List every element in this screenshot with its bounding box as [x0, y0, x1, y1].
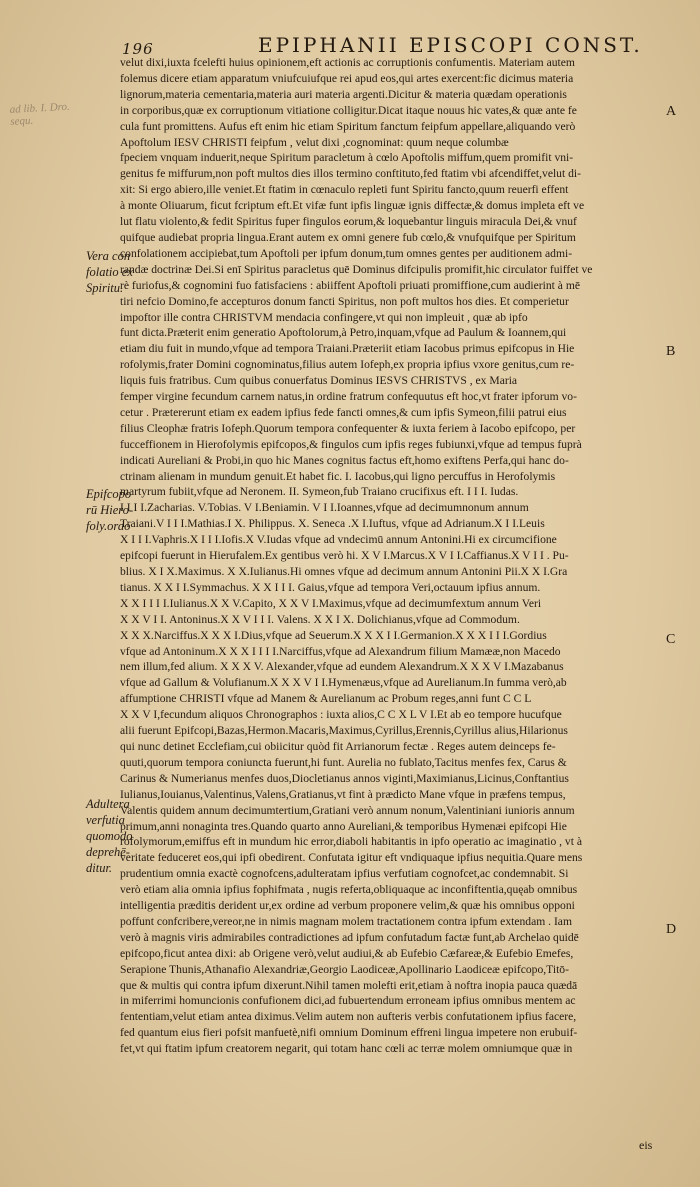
text-line: rofolymorum,emiffus eft in mundum hic error,diaboli habitantis in ipfo operatio ac imaginatio , vt à: [120, 835, 582, 849]
text-line: cula funt promittens. Aufus eft enim hic etiam Spiritum fanctum feipfum appellare,aliquando verò: [120, 119, 576, 133]
text-line: epifcopo,ficut antea dixi: ab Origene verò,velut audiui,& ab Eufebio Cæfareæ,& Eufebio Emefes,: [120, 946, 574, 960]
margin-note-line: deprehē-: [86, 845, 130, 859]
text-line: veritate feduceret eos,qui ipfi obedirent. Confutata igitur eft vndiquaque ipfius nequitia.Quare mens: [120, 851, 583, 865]
margin-note-line: foly.ordo: [86, 519, 131, 533]
text-line: tiri nefcio Domino,fe accepturos donum fancti Spiritus, non poft multos hos dies. Et comperietur: [120, 294, 569, 308]
text-line: cetur . Prætererunt etiam ex eadem ipfius fede fancti omnes,& cum ipfis Symeon,filii patrui eius: [120, 405, 567, 419]
text-line: fet,vt qui ftatim ipfum creatorem negarit, qui totam hanc cœli ac terræ molem omniumque quæ in: [120, 1042, 573, 1056]
margin-note-line: rū Hiero-: [86, 503, 134, 517]
text-line: Serapione Thunis,Athanafio Alexandriæ,Georgio Laodiceæ,Apollinario Laodiceæ epifcopo,Titō-: [120, 962, 569, 976]
text-line: I I I I.Zacharias. V.Tobias. V I.Beniamin. V I I.Ioannes,vfque ad decimumnonum annum: [120, 501, 529, 515]
text-line: quuti,quorum tempora coniuncta fuerunt,hi funt. Aurelia no fublato,Tacitus menfes fex, Carus &: [120, 755, 567, 769]
text-line: femper virgine fecundum carnem natus,in ordine fratrum confequutus eft hoc,vt frater ipforum vo-: [120, 390, 577, 404]
text-line: xit: Si ergo abiero,ille veniet.Et ftatim in cœnaculo repleti funt Spiritu fancto,quum reuerfi effent: [120, 183, 569, 197]
text-line: fpeciem vnquam induerit,neque Spiritum paracletum à cœlo Apoftolis miffum,quem promifit vni-: [120, 151, 574, 165]
body-text: [120, 55, 665, 1057]
page-header: [0, 20, 700, 58]
text-line: funt dicta.Præterit enim generatio Apoftolorum,à Petro,inquam,vfque ad Paulum & Ioannem,qui: [120, 326, 567, 340]
text-line: Carinus & Numerianus menfes duos,Diocletianus annos viginti,Maximianus,Licinus,Conftantius: [120, 771, 569, 785]
text-line: Valentis quidem annum decimumtertium,Gratiani verò annum nonum,Valentiniani iunioris annum: [120, 803, 575, 817]
manuscript-annotation: ad lib. I. Dro. sequ.: [9, 100, 71, 128]
margin-note-line: Adultera: [86, 797, 130, 811]
text-line: filius Cleophæ fratris Iofeph.Quorum tempora confequenter & iuxta feriem à Iacobo epifcopo, per: [120, 421, 576, 435]
text-line: verò à magnis viris admirabiles contradictiones ad ipfum confutadum factæ funt,ab Archelao quidē: [120, 930, 579, 944]
section-letter-a: A: [666, 104, 677, 119]
catchword: eis: [639, 1138, 653, 1152]
text-line: X X X.Narciffus.X X X I.Dius,vfque ad Seuerum.X X X I I.Germanion.X X X I I I.Gordius: [120, 628, 547, 642]
text-line: epifcopi fuerunt in Hierufalem.Ex gentibus verò hi. X V I.Marcus.X V I I.Caffianus.X V I I . Pu-: [120, 549, 569, 563]
text-line: primum,anni nonaginta tres.Quando quarto anno Aureliani,& temporibus Hymenæi epifcopi Hie: [120, 819, 567, 833]
text-line: fucceffionem in Hierofolymis epifcopos,& fingulos cum ipfis reges fubiunxi,vfque ad tempus fuprà: [120, 437, 582, 451]
text-line: X X V I I. Antoninus.X X V I I I. Valens. X X I X. Dolichianus,vfque ad Commodum.: [120, 612, 520, 626]
text-line: verò etiam alia omnia ipfius fophifmata , nugis referta,obliquaque ac inconfiftentia,quęab omnibus: [120, 883, 578, 897]
text-line: X X V I,fecundum aliquos Chronographos : iuxta alios,C C X L V I.Et ab eo tempore hucufque: [120, 708, 562, 722]
margin-note-adultera-versutia: [86, 796, 133, 876]
text-line: lut flatu violento,& fedit Spiritus fuper fingulos eorum,& loquebantur linguis miracula Dei,& vnuf: [120, 215, 577, 229]
text-line: fed quantum eius fieri pofsit manfuetè,nifi omnium Dominum effreni lingua impetere non erubuif-: [120, 1026, 578, 1040]
text-line: in corporibus,quæ ex corruptionum vitiatione colligitur.Dicat itaque nouus hic vates,& quæ ante fe: [120, 103, 577, 117]
text-line: velut dixi,iuxta fcelefti huius opinionem,eft actionis ac corruptionis confumentis. Materiam autem: [120, 56, 575, 69]
text-line: que & multis qui contra ipfum dixerunt.Nihil tamen molefti erit,etiam à noftra inopia pauca quædā: [120, 978, 578, 992]
section-letter-c: C: [666, 632, 676, 647]
text-line: à monte Oliuarum, ficut fcriptum eft.Et vifæ funt ipfis linguæ ignis diffectæ,& domus impleta eft ve: [120, 199, 585, 213]
margin-note-episcoporum-ordo: [86, 486, 134, 534]
text-line: affumptione CHRISTI vfque ad Manem & Aurelianum ac Probum reges,anni funt C C L: [120, 692, 532, 706]
text-line: impoftor ille contra CHRISTVM mendacia confingere,vt qui non impleuit , quæ ab ipfo: [120, 310, 528, 324]
text-line: liquis fuis fratribus. Cum quibus conuerfatus Dominus IESVS CHRISTVS , ex Maria: [120, 374, 518, 388]
text-line: Apoftolum IESV CHRISTI feipfum , velut dixi ,cognominat: quum neque columbæ: [120, 135, 509, 149]
text-line: prudentium omnia exactè cognofcens,adulteratam ipfius verfutiam cognofcet,ac condemnabit. Si: [120, 867, 569, 881]
running-title: EPIPHANII EPISCOPI CONST.: [258, 33, 643, 57]
text-line: fententiam,velut etiam antea diximus.Velim autem non aufteris verbis confutationem ipfius facere,: [120, 1010, 577, 1024]
section-letter-b: B: [666, 344, 676, 359]
margin-note-vera-consolatio: [86, 248, 133, 296]
section-letter-d: D: [666, 922, 677, 937]
text-line: rè furiofus,& cognomini fuo fatisfaciens : abiiffent Apoftoli priuati promiffione,cum audierint à mē: [120, 278, 580, 292]
text-line: quifque audiebat propria lingua.Erant autem ex omni genere fub cœlo,& vnufquifque per Spiritum: [120, 230, 576, 244]
page-number: 196: [122, 40, 154, 58]
text-line: vfque ad Antoninum.X X X I I I I.Narciffus,vfque ad Alexandrum filium Mamææ,non Macedo: [120, 644, 561, 658]
text-line: intelligentia præditis derident ur,ex ordine ad verbum proponere velim,& quæ his omnibus opponi: [120, 899, 575, 913]
margin-note-line: Epifcopo: [86, 487, 132, 501]
text-line: confolationem accipiebat,tum Apoftoli per ipfum donum,tum omnes gentes per auditionem admi-: [120, 246, 573, 260]
text-line: nem illum,fed alium. X X X V. Alexander,vfque ad eundem Alexandrum.X X X V I.Mazabanus: [120, 660, 564, 674]
text-line: blius. X I X.Maximus. X X.Iulianus.Hi omnes vfque ad decimum annum Antonini Pii.X X I.Gra: [120, 565, 568, 578]
text-line: X I I I.Vaphris.X I I I.Iofis.X V.Iudas vfque ad vndecimū annum Antonini.Hi ex circumcifione: [120, 533, 557, 547]
text-line: Traiani.V I I I.Mathias.I X. Philippus. X. Seneca .X I.Iuftus, vfque ad Adrianum.X I I.Leuis: [120, 517, 545, 531]
text-line: in miferrimi homuncionis confufionem dici,ad fubuertendum erroneam ipfius omnibus mentem ac: [120, 994, 576, 1008]
text-line: folemus dicere etiam apparatum vniufcuiufque rei apud eos,qui artes exercent:fic dicimus materia: [120, 71, 574, 85]
margin-note-line: ditur.: [86, 861, 113, 875]
margin-note-line: verfutia: [86, 813, 125, 827]
text-line: etiam diu fuit in mundo,vfque ad tempora Traiani.Præteriit etiam Iacobus primus epifcopus in Hie: [120, 342, 575, 356]
text-line: alii fuerunt Epifcopi,Bazas,Hermon.Macaris,Maximus,Cyrillus,Erennis,Cyrillus alius,Hilarionus: [120, 724, 568, 738]
margin-note-line: quomodo: [86, 829, 133, 843]
text-line: randæ doctrinæ Dei.Si enī Spiritus paracletus quē Dominus difcipulis promifit,hic circulator fuiffet ve: [120, 262, 593, 276]
text-line: martyrum fubiit,vfque ad Neronem. II. Symeon,fub Traiano crucifixus eft. I I I. Iudas.: [120, 485, 519, 499]
margin-note-line: Spiritu.: [86, 281, 124, 295]
text-line: indicati Aureliani & Probi,in quo hic Manes cognitus factus eft,homo exiftens Perfa,qui hanc do-: [120, 453, 569, 467]
margin-note-line: folatio ex: [86, 265, 133, 279]
text-line: X X I I I I.Iulianus.X X V.Capito, X X V I.Maximus,vfque ad decimumfextum annum Veri: [120, 596, 542, 610]
text-line: rofolymis,frater Domini cognominatus,filius autem Iofeph,ex propria ipfius vxore genitus,cum re-: [120, 358, 575, 372]
text-line: qui nunc detinet Ecclefiam,cui obiicitur quòd fit Arrianorum fectæ . Reges autem deinceps fe-: [120, 739, 556, 753]
text-line: vfque ad Gallum & Volufianum.X X X V I I.Hymenæus,vfque ad Aurelianum.In fumma verò,ab: [120, 676, 567, 690]
text-line: ctrinam alienam in mundum genuit.Et habet fic. I. Iacobus,qui ligno percuffus in Herofolymis: [120, 469, 556, 483]
text-line: lignorum,materia cementaria,materia auri materia argenti.Dicitur & materia quædam operationis: [120, 87, 567, 101]
text-line: genitus fe miffurum,non poft multos dies illos termino conftituto,fed ftatim vbi afcendiffet,velut di-: [120, 167, 581, 181]
text-line: tianus. X X I I.Symmachus. X X I I I. Gaius,vfque ad tempora Veri,octauum ipfius annum.: [120, 580, 541, 594]
text-line: Iulianus,Iouianus,Valentinus,Valens,Gratianus,vt fint à prædicto Mane vfque in præfens tempus,: [120, 787, 566, 801]
text-line: poffunt confcribere,vereor,ne in nimis magnam molem tractationem contra ipfum extendam . Iam: [120, 914, 572, 928]
margin-note-line: Vera con: [86, 249, 131, 263]
